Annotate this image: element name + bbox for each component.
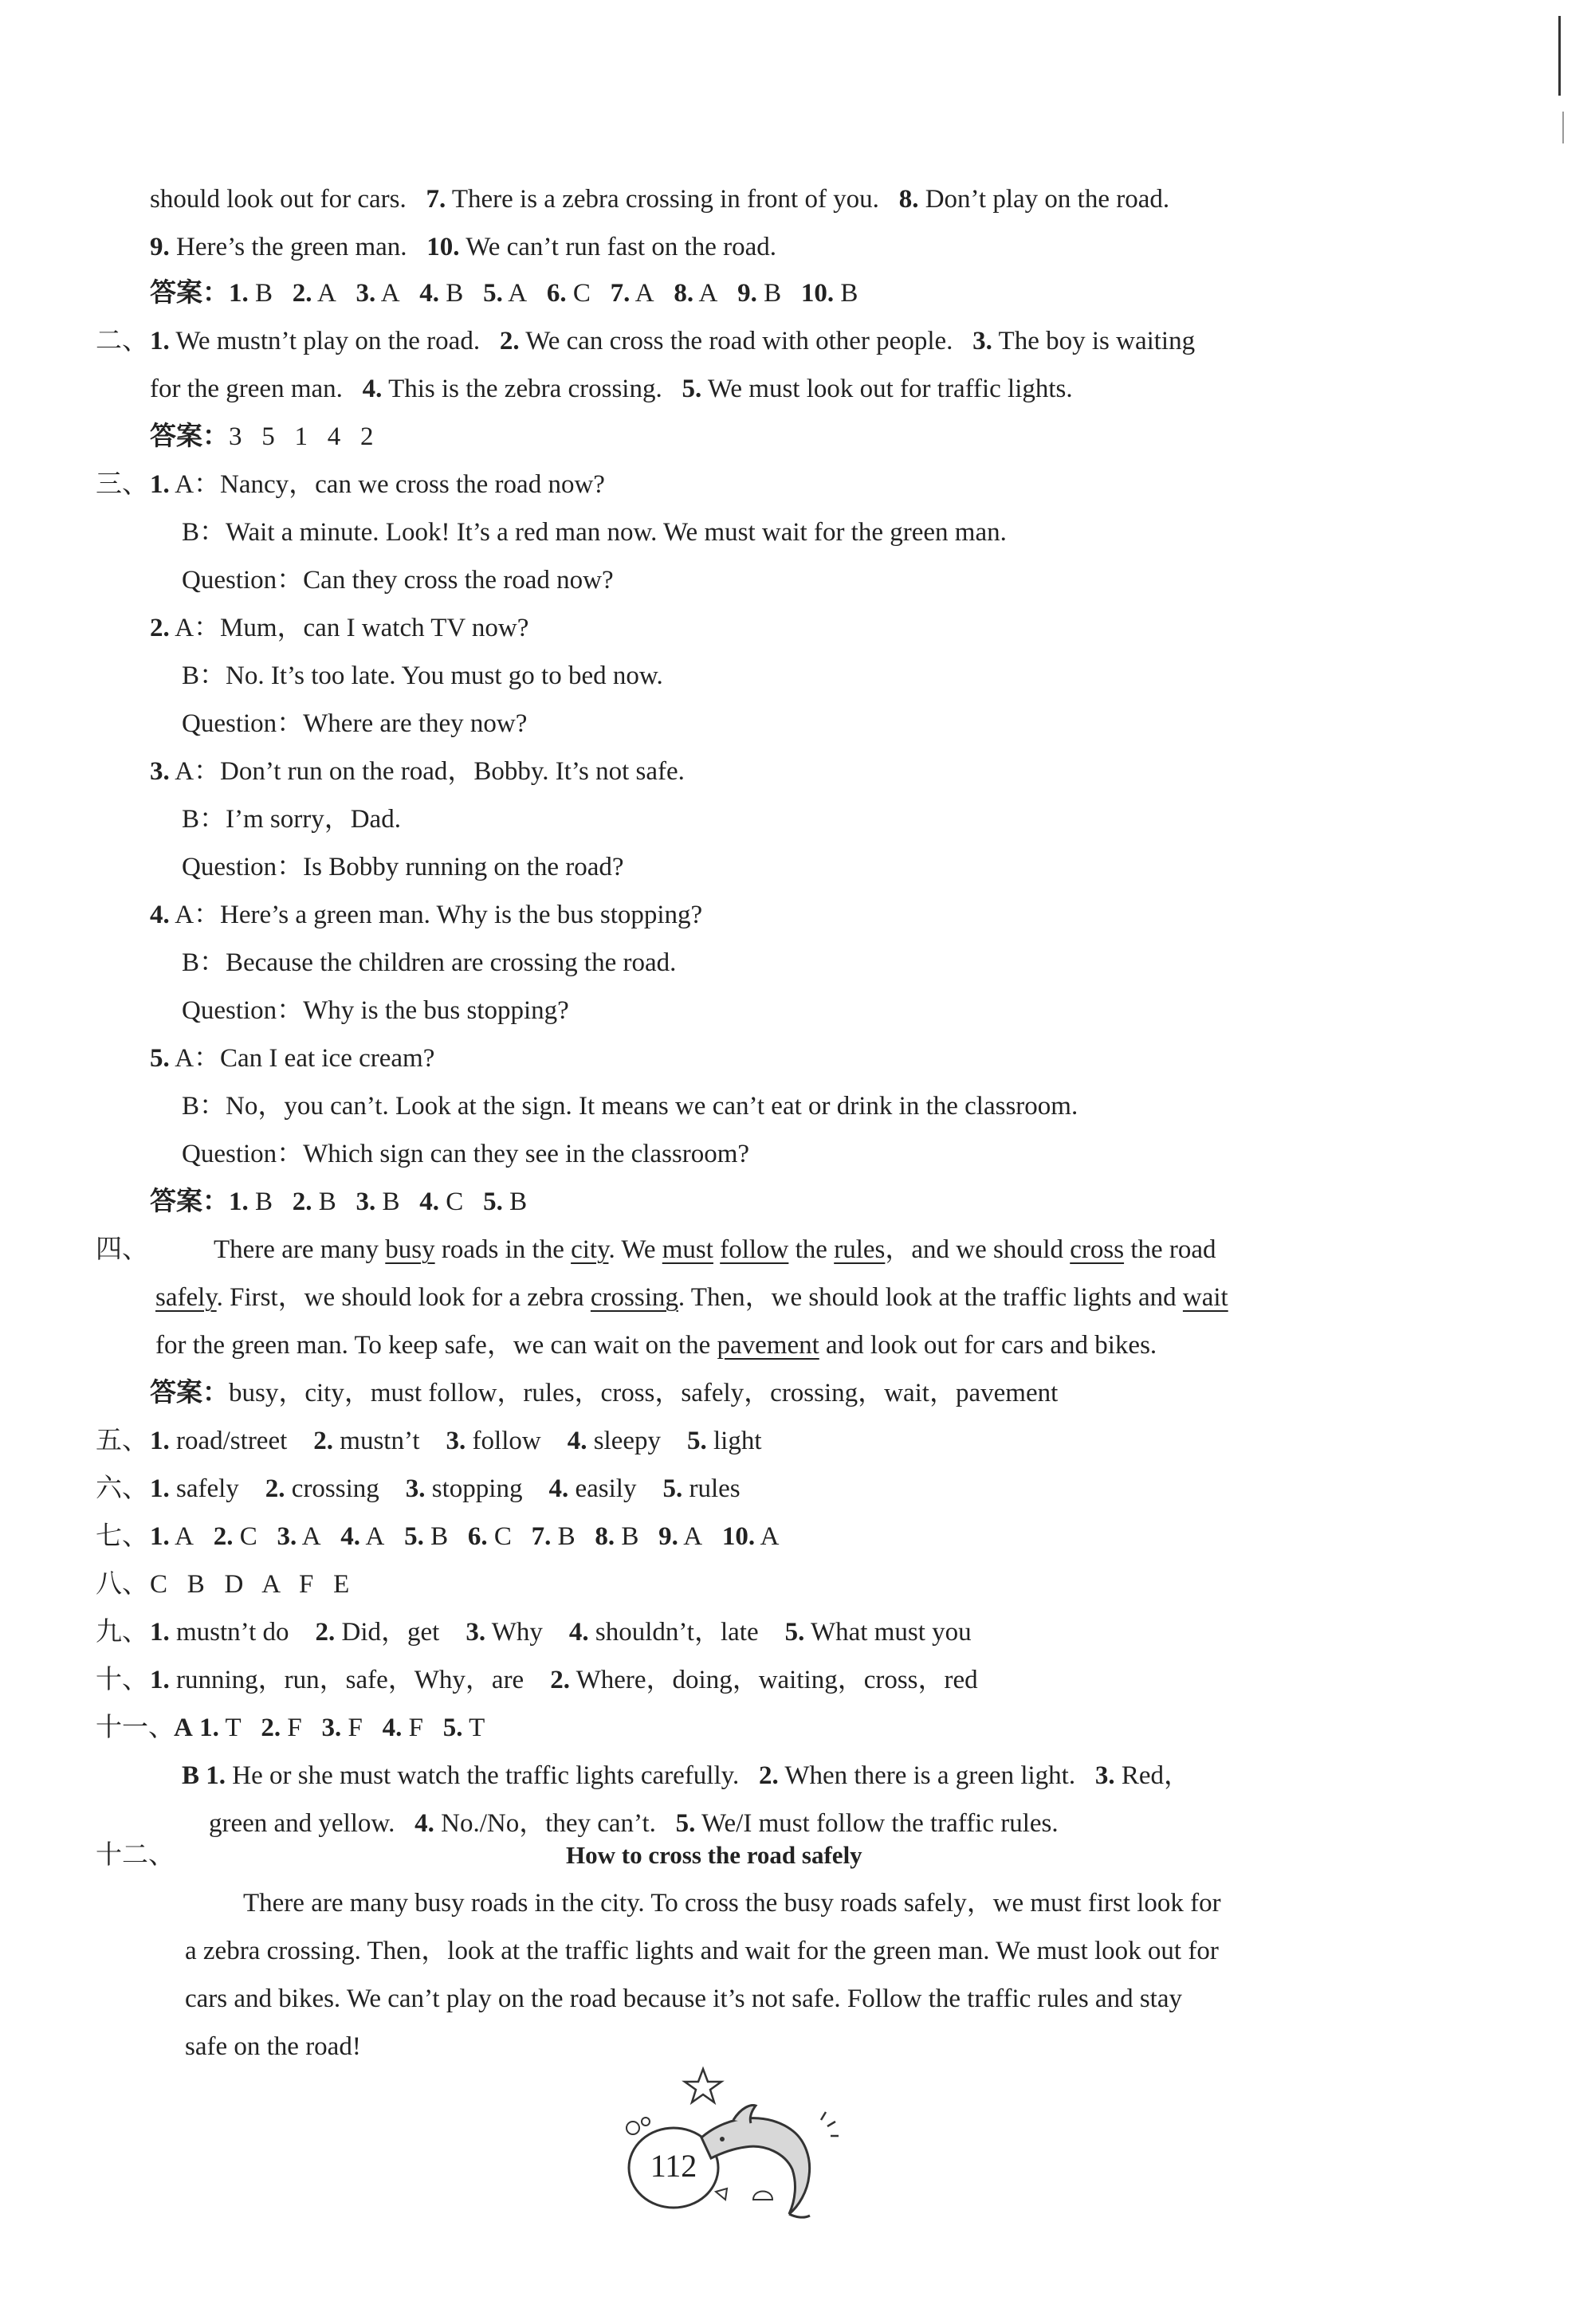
answer-item: 8. A [674,279,718,308]
answer-item: 6. C [467,1522,512,1551]
s2-line-1: 1. We mustn’t play on the road. 2. We can cross the road with other people. 3. The boy is waiting [150,327,1196,355]
answer-item: 4. shouldn’t，late [568,1618,759,1647]
dolphin-icon [622,2064,861,2224]
essay-line-1: There are many busy roads in the city. To cross the busy roads safely，we must first look for [243,1889,1221,1918]
s3-q2-b: B：No. It’s too late. You must go to bed now. [182,661,663,690]
s9-answers [150,1616,972,1648]
answer-item: 6. C [546,279,591,308]
s8-answers: C B D A F E [150,1570,350,1599]
answer-item: 7. B [531,1522,576,1551]
answer-item: 3. stopping [405,1474,523,1503]
answer-item: 7. A [610,279,654,308]
s3-q1-b: B：Wait a minute. Look! It’s a red man now. We must wait for the green man. [182,518,1007,547]
s3-answer: 答案：1. B 2. B 3. B 4. C 5. B [150,1188,528,1216]
s3-q5-question: Question：Which sign can they see in the classroom? [182,1140,750,1168]
answer-item: 5. B [404,1522,449,1551]
answer-item: 1. B [229,1188,273,1216]
section-marker-4: 四、 [96,1235,148,1264]
answer-item: 1. mustn’t do [150,1618,289,1647]
answer-item: 2. mustn’t [313,1427,420,1455]
answer-item: 9. B [737,279,782,308]
answer-item: 10. B [800,279,858,308]
s3-q3-a: 3. A：Don’t run on the road，Bobby. It’s not safe. [150,757,685,786]
answer-item: 2. Did，get [315,1618,440,1647]
s3-q4-a: 4. A：Here’s a green man. Why is the bus stopping? [150,901,703,929]
section-marker-9: 九、 [96,1618,148,1647]
section-marker-3: 三、 [96,470,148,499]
answer-item: 3. A [356,279,400,308]
section-marker-10: 十、 [96,1666,148,1694]
essay-line-3: cars and bikes. We can’t play on the road because it’s not safe. Follow the traffic rules and stay [185,1984,1182,2013]
s3-q4-question: Question：Why is the bus stopping? [182,996,569,1025]
answer-item: 5. light [687,1427,762,1455]
section-marker-11: 十一、 [96,1714,175,1742]
section-marker-7: 七、 [96,1522,148,1551]
s4-answer: 答案：busy，city，must follow，rules，cross，safely，crossing，wait，pavement [150,1379,1059,1407]
s3-q3-b: B：I’m sorry，Dad. [182,805,401,834]
scan-edge-mark [1562,112,1564,143]
answer-item: 5. B [483,1188,528,1216]
essay-line-4: safe on the road! [185,2032,361,2061]
page-footer [622,2064,861,2224]
s3-q1-a: 1. A：Nancy，can we cross the road now? [150,470,605,499]
s4-line-2: safely. First，we should look for a zebra crossing. Then，we should look at the traffic lights and wait [155,1283,1228,1312]
answer-item: 4. C [419,1188,464,1216]
answer-item: 3. B [356,1188,400,1216]
s3-q4-b: B：Because the children are crossing the road. [182,948,677,977]
answer-item: 1. running，run，safe，Why，are [150,1666,524,1694]
answer-item: 2. crossing [265,1474,379,1503]
scan-edge-mark [1558,16,1561,96]
answer-item: 3. F [321,1714,363,1742]
s3-q3-question: Question：Is Bobby running on the road? [182,853,624,881]
s11-part-b-line-2: green and yellow. 4. No./No，they can’t. 5. We/I must follow the traffic rules. [209,1809,1059,1838]
answer-item: 3. follow [446,1427,541,1455]
s1-answer: 答案：1. B 2. A 3. A 4. B 5. A 6. C 7. A 8. A 9. B 10. B [150,279,858,308]
s3-q2-a: 2. A：Mum，can I watch TV now? [150,614,529,642]
section-marker-2: 二、 [96,327,148,355]
s5-answers [150,1425,762,1457]
s3-q5-a: 5. A：Can I eat ice cream? [150,1044,435,1073]
section-marker-6: 六、 [96,1474,148,1503]
s7-answers [150,1521,779,1553]
section-marker-12: 十二、 [96,1841,175,1870]
answer-item: 5. A [483,279,528,308]
answer-item: 1. safely [150,1474,239,1503]
answer-item: 1. A [150,1522,194,1551]
answer-item: 10. A [721,1522,780,1551]
s3-q2-question: Question：Where are they now? [182,709,528,738]
answer-item: 4. B [419,279,464,308]
page-number: 112 [650,2148,697,2184]
answer-item: 2. B [292,1188,336,1216]
s11-part-b-line-1: B 1. He or she must watch the traffic lights carefully. 2. When there is a green light. 3. Red， [182,1761,1191,1790]
s6-answers [150,1473,741,1505]
answer-item: 3. Why [466,1618,543,1647]
s2-answer: 答案：3 5 1 4 2 [150,422,374,451]
answer-item: 3. A [277,1522,321,1551]
answer-item: 2. F [261,1714,302,1742]
answer-item: 1. T [199,1714,242,1742]
s11-part-a: A 1. T 2. F 3. F 4. F 5. T [174,1714,485,1742]
s4-line-1: There are many busy roads in the city. We must follow the rules，and we should cross the road [214,1235,1216,1264]
s3-q5-b: B：No，you can’t. Look at the sign. It means we can’t eat or drink in the classroom. [182,1092,1078,1121]
s1-line-2: 9. Here’s the green man. 10. We can’t run fast on the road. [150,233,777,261]
star-icon [685,2069,721,2102]
essay-title: How to cross the road safely [566,1841,862,1869]
answer-item: 4. sleepy [567,1427,662,1455]
s1-line-1: should look out for cars. 7. There is a zebra crossing in front of you. 8. Don’t play on the road. [150,185,1170,214]
answer-item: 9. A [658,1522,703,1551]
answer-item: 2. Where，doing，waiting，cross，red [550,1666,978,1694]
answer-item: 8. B [595,1522,639,1551]
s4-line-3: for the green man. To keep safe，we can wait on the pavement and look out for cars and bikes. [155,1331,1157,1360]
answer-item: 5. T [442,1714,485,1742]
s2-line-2: for the green man. 4. This is the zebra crossing. 5. We must look out for traffic lights. [150,375,1073,403]
s10-answers [150,1664,978,1696]
answer-item: 4. easily [548,1474,637,1503]
answer-item: 4. A [340,1522,385,1551]
answer-item: 1. B [229,279,273,308]
essay-line-2: a zebra crossing. Then，look at the traffic lights and wait for the green man. We must look out for [185,1937,1219,1965]
answer-item: 5. What must you [784,1618,972,1647]
answer-item: 2. A [292,279,336,308]
answer-item: 4. F [382,1714,423,1742]
section-marker-8: 八、 [96,1570,148,1599]
section-marker-5: 五、 [96,1427,148,1455]
answer-item: 2. C [213,1522,257,1551]
answer-item: 5. rules [662,1474,741,1503]
s3-q1-question: Question：Can they cross the road now? [182,566,614,595]
answer-item: 1. road/street [150,1427,288,1455]
